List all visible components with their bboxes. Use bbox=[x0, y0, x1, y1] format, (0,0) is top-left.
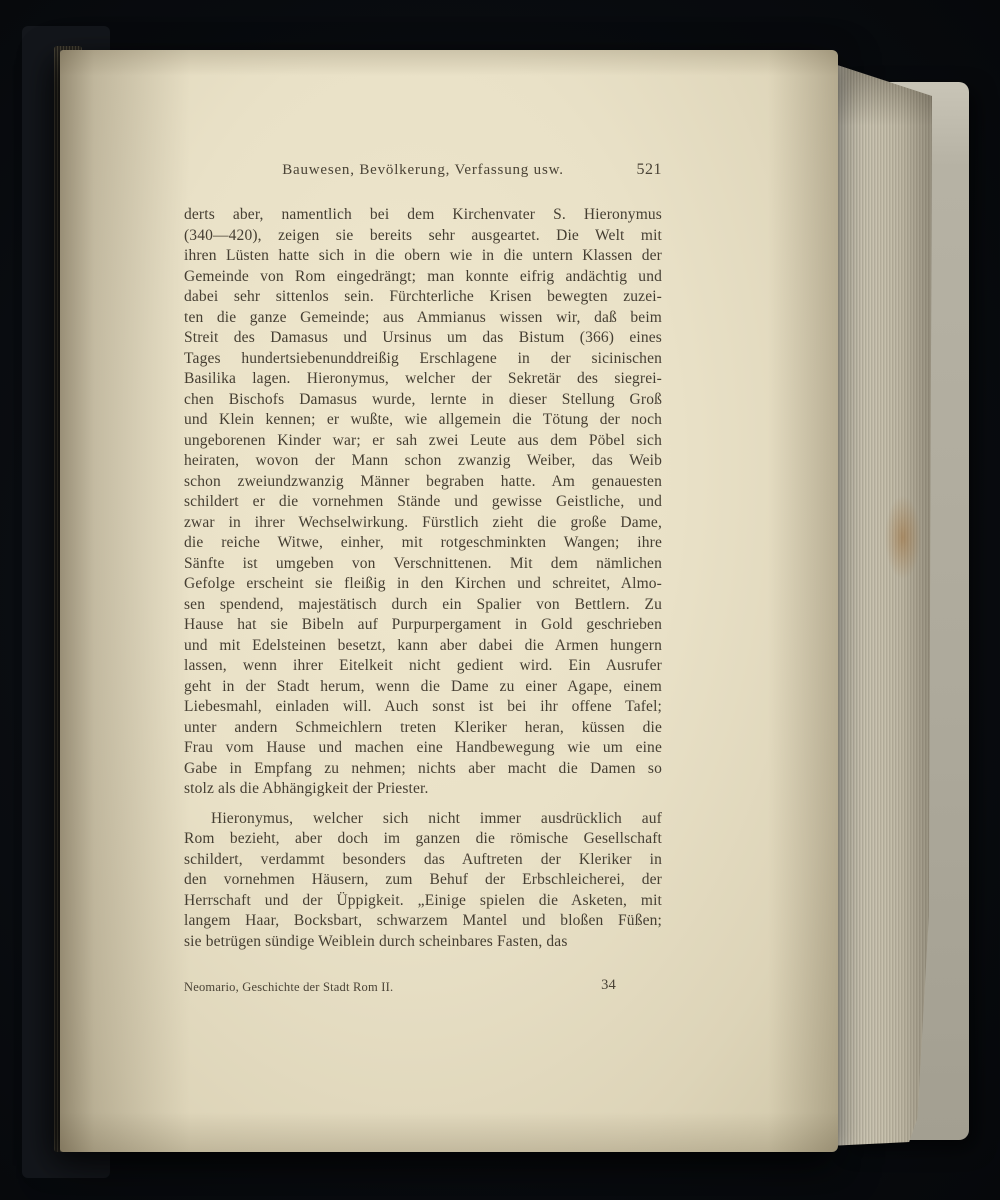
text-line: Tages hundertsiebenunddreißig Erschlagene in der sicinischen bbox=[184, 349, 662, 367]
text-line: (340—420), zeigen sie bereits sehr ausgeartet. Die Welt mit bbox=[184, 226, 662, 244]
text-line: ten die ganze Gemeinde; aus Ammianus wissen wir, daß beim bbox=[184, 308, 662, 326]
text-line: Rom bezieht, aber doch im ganzen die römische Gesellschaft bbox=[184, 830, 662, 847]
text-line: die reiche Witwe, einher, mit rotgeschminkten Wangen; ihre bbox=[184, 534, 662, 551]
paragraph bbox=[184, 809, 662, 953]
text-line: Frau vom Hause und machen eine Handbewegung wie um eine bbox=[184, 739, 662, 756]
text-line: Hieronymus, welcher sich nicht immer ausdrücklich auf bbox=[211, 809, 662, 827]
text-line: schon zweiundzwanzig Männer begraben hatte. Am genauesten bbox=[184, 472, 662, 490]
text-line: geht in der Stadt herum, wenn die Dame zu einer Agape, einem bbox=[184, 677, 662, 695]
text-line: schildert, verdammt besonders das Auftreten der Kleriker in bbox=[184, 850, 662, 868]
text-line: lassen, wenn ihrer Eitelkeit nicht gedient wird. Ein Ausrufer bbox=[184, 657, 662, 674]
body-text bbox=[184, 205, 662, 952]
text-line: Gemeinde von Rom eingedrängt; man konnte eifrig andächtig und bbox=[184, 267, 662, 285]
text-line: und mit Edelsteinen besetzt, kann aber dabei die Armen hungern bbox=[184, 636, 662, 654]
text-line: ihren Lüsten hatte sich in die obern wie in die untern Klassen der bbox=[184, 247, 662, 264]
text-line: Sänfte ist umgeben von Verschnittenen. Mit dem nämlichen bbox=[184, 554, 662, 572]
text-line: und Klein kennen; er wußte, wie allgemein die Tötung der noch bbox=[184, 411, 662, 428]
text-line: heiraten, wovon der Mann schon zwanzig Weiber, das Weib bbox=[184, 452, 662, 469]
text-line: langem Haar, Bocksbart, schwarzem Mantel und bloßen Füßen; bbox=[184, 912, 662, 929]
text-line: Liebesmahl, einladen will. Auch sonst ist bei ihr offene Tafel; bbox=[184, 698, 662, 715]
text-line: schildert er die vornehmen Stände und gewisse Geistliche, und bbox=[184, 493, 662, 510]
page-number: 521 bbox=[636, 161, 662, 178]
text-line: Gefolge erscheint sie fleißig in den Kirchen und schreitet, Almo- bbox=[184, 575, 662, 592]
text-line: Gabe in Empfang zu nehmen; nichts aber macht die Damen so bbox=[184, 759, 662, 777]
text-line: unter andern Schmeichlern treten Kleriker heran, küssen die bbox=[184, 718, 662, 736]
text-line: sie betrügen sündige Weiblein durch scheinbares Fasten, das bbox=[184, 932, 568, 950]
header-title: Bauwesen, Bevölkerung, Verfassung usw. bbox=[282, 162, 564, 178]
text-line: sen spendend, majestätisch durch ein Spalier von Bettlern. Zu bbox=[184, 595, 662, 613]
text-line: Hause hat sie Bibeln auf Purpurpergament in Gold geschrieben bbox=[184, 616, 662, 633]
text-block bbox=[184, 162, 662, 952]
text-line: dabei sehr sittenlos sein. Fürchterliche Krisen bewegten zuzei- bbox=[184, 288, 662, 305]
text-line: zwar in ihrer Wechselwirkung. Fürstlich zieht die große Dame, bbox=[184, 513, 662, 531]
running-header bbox=[184, 162, 662, 184]
paragraph bbox=[184, 205, 662, 800]
page-stack-fore-edge bbox=[828, 56, 932, 1150]
footer-signature: 34 bbox=[601, 977, 616, 993]
footer-citation: Neomario, Geschichte der Stadt Rom II. bbox=[184, 980, 394, 994]
text-line: ungeborenen Kinder war; er sah zwei Leute aus dem Pöbel sich bbox=[184, 431, 662, 449]
page-footer bbox=[184, 977, 662, 1000]
text-line: stolz als die Abhängigkeit der Priester. bbox=[184, 780, 429, 797]
text-line: chen Bischofs Damasus wurde, lernte in dieser Stellung Groß bbox=[184, 390, 662, 408]
text-line: derts aber, namentlich bei dem Kirchenvater S. Hieronymus bbox=[184, 206, 662, 223]
text-line: Streit des Damasus und Ursinus um das Bistum (366) eines bbox=[184, 329, 662, 346]
text-line: Herrschaft und der Üppigkeit. „Einige spielen die Asketen, mit bbox=[184, 891, 662, 909]
text-line: Basilika lagen. Hieronymus, welcher der Sekretär des siegrei- bbox=[184, 370, 662, 387]
book-page bbox=[60, 50, 838, 1152]
text-line: den vornehmen Häusern, zum Behuf der Erbschleicherei, der bbox=[184, 871, 662, 888]
